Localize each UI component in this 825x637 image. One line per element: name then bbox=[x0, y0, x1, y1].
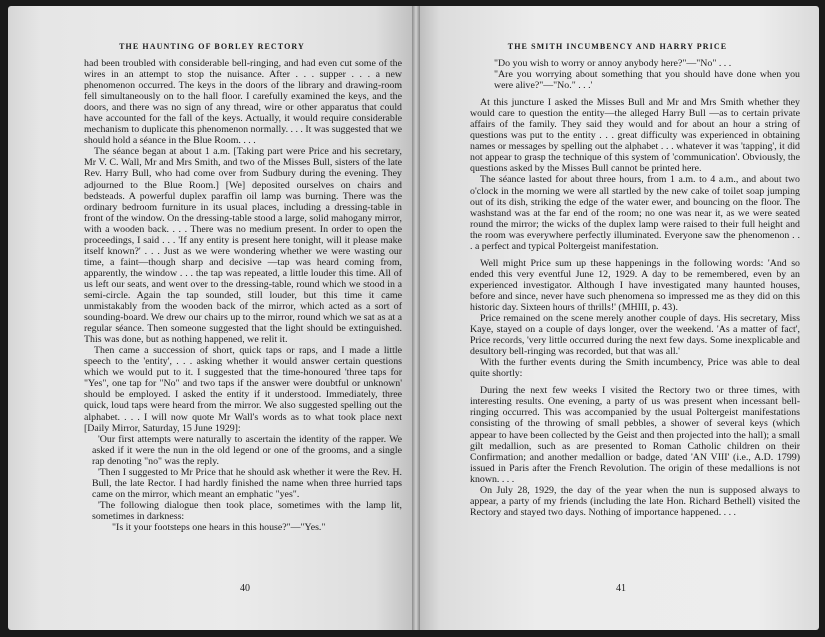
running-head: THE SMITH INCUMBENCY AND HARRY PRICE bbox=[507, 42, 728, 51]
paragraph: had been troubled with considerable bell-ringing, and had even cut some of the wires in an attempt to stop the nuisance. After . . . supper . . . a new phenomenon occurred. The keys in the doors of the library and drawing-room fell simultaneously on to the hall floor. I carefully examined the keys, and the doors, and there was no sign of any thread, wire or other apparatus that could have accounted for the fall of the keys. Actually, it would require considerable mechanism to duplicate this phenomenon normally. . . . It was suggested that we should hold a séance in the Blue Room. . . . bbox=[84, 58, 402, 147]
page-number: 41 bbox=[616, 583, 626, 594]
dialogue-line: "Do you wish to worry or annoy anybody here?"—"No" . . . bbox=[494, 58, 732, 69]
block-quote: 'Our first attempts were naturally to ascertain the identity of the rapper. We asked if it were the nun in the old legend or one of the grooms, and a single rap denoting "no" was the reply. bbox=[92, 433, 402, 467]
paragraph: Then came a succession of short, quick taps or raps, and I made a little speech to the 'entity', . . . asking whether it would answer certain questions which we would put to it. I suggested that the time-honoured 'three taps for "Yes", one tap for "No" and two taps if the answer were doubtful or unknown' should be employed. I asked the entity if it understood. Immediately, three quick, loud taps were heard from the mirror. We also suggested spelling out the alphabet. . . . I will now quote Mr Wall's words as to what took place next [Daily Mirror, Saturday, 15 June 1929]: bbox=[84, 345, 402, 434]
body-text bbox=[470, 58, 800, 518]
paragraph: The séance lasted for about three hours, from 1 a.m. to 4 a.m., and about two o'clock in the morning we were all startled by the new cake of toilet soap jumping out of its dish, striking the edge of the water ewer, and bouncing on the floor. The washstand was at the far end of the room; no one was near it, as we were seated round the mirror; the wicks of the duplex lamp were raised to their full height and the room was everywhere perfectly illuminated. Everyone saw the phenomenon . . . a perfect and typical Poltergeist manifestation. bbox=[470, 174, 800, 252]
running-head: THE HAUNTING OF BORLEY RECTORY bbox=[119, 42, 305, 51]
paragraph: During the next few weeks I visited the Rectory two or three times, with interesting results. One evening, a party of us was present when incessant bell-ringing occurred. This was accompanied by the usual Poltergeist manifestations consisting of the throwing of small pebbles, a shower of several keys (which appear to have been collected by the Geist and then projected into the hall); a small gilt medallion, such as are presented to Roman Catholic children on their Confirmation; and another medallion or badge, dated 'AN VIII' (i.e., A.D. 1799) issued in Paris after the French Revolution. The origin of these medallions is not known. . . . bbox=[470, 385, 800, 485]
paragraph: At this juncture I asked the Misses Bull and Mr and Mrs Smith whether they would care to question the entity—the alleged Harry Bull —as to certain private affairs of the family. They said they would and for about an hour a string of questions was put to the entity . . . great difficulty was experienced in obtaining names or messages by spelling out the alphabet . . . whatever it was 'tapping', it did not appear to grasp the technique of this system of 'communication'. Obviously, the questions asked by the Misses Bull cannot be printed here. bbox=[470, 97, 800, 175]
paragraph: The séance began at about 1 a.m. [Taking part were Price and his secretary, Mr V. C. Wall, Mr and Mrs Smith, and two of the Misses Bull, sisters of the late Rev. Harry Bull, who had come over from Sudbury during the evening. They adjourned to the Blue Room.] [We] deposited ourselves on chairs and bedsteads. A powerful duplex paraffin oil lamp was burning. There was the ordinary bedroom furniture in its usual places, including a dressing-table in front of the window. On the dressing-table stood a large, solid mahogany mirror, with a wooden back. . . . There was no medium present. In order to open the proceedings, I said . . . 'If any entity is present here tonight, will it please make itself known?' . . . Just as we were wondering whether we were wasting our time, a faint—though sharp and decisive —tap was heard coming from, apparently, the window . . . the tap was repeated, a little louder this time. All of us left our seats, and went over to the dressing-table, round which we stood in a semi-circle. Again the tap sounded, still louder, but this time it came unmistakably from the wooden back of the mirror, which acted as a sort of sounding-board. We drew our chairs up to the mirror, round which we sat as at a regular séance. Then someone suggested that the light should be extinguished. This was done, but as nothing happened, we relit it. bbox=[84, 146, 402, 346]
book-spine bbox=[412, 6, 420, 630]
block-quote: 'The following dialogue then took place, sometimes with the lamp lit, sometimes in darkness: bbox=[92, 499, 402, 522]
body-text bbox=[84, 58, 402, 533]
left-page bbox=[8, 6, 416, 630]
block-quote: 'Then I suggested to Mr Price that he should ask whether it were the Rev. H. Bull, the late Rector. I had hardly finished the name when three hurried taps came on the mirror, which meant an emphatic "yes". bbox=[92, 466, 402, 500]
right-page bbox=[416, 6, 819, 630]
dialogue-line: "Are you worrying about something that you should have done when you were alive?"—"No." . . .' bbox=[494, 69, 800, 92]
paragraph: Price remained on the scene merely another couple of days. His secretary, Miss Kaye, stayed on a couple of days longer, over the weekend. 'As a matter of fact', Price records, 'very little occurred during the next few days. Some inexplicable and desultory bell-ringing was recorded, but that was all.' bbox=[470, 313, 800, 358]
paragraph: With the further events during the Smith incumbency, Price was able to deal quite shortly: bbox=[470, 357, 800, 380]
paragraph: On July 28, 1929, the day of the year when the nun is supposed always to appear, a party of my friends (including the late Hon. Richard Bethell) visited the Rectory and stayed two days. Nothing of importance happened. . . . bbox=[470, 484, 800, 518]
dialogue-line: "Is it your footsteps one hears in this house?"—"Yes." bbox=[112, 521, 326, 533]
page-number: 40 bbox=[240, 583, 250, 594]
paragraph: Well might Price sum up these happenings in the following words: 'And so ended this very eventful June 12, 1929. A day to be remembered, even by an experienced investigator. Although I have investigated many haunted houses, before and since, never have such phenomena so impressed me as they did on this historic day. Sixteen hours of thrills!' (MHIII, p. 43). bbox=[470, 257, 800, 313]
